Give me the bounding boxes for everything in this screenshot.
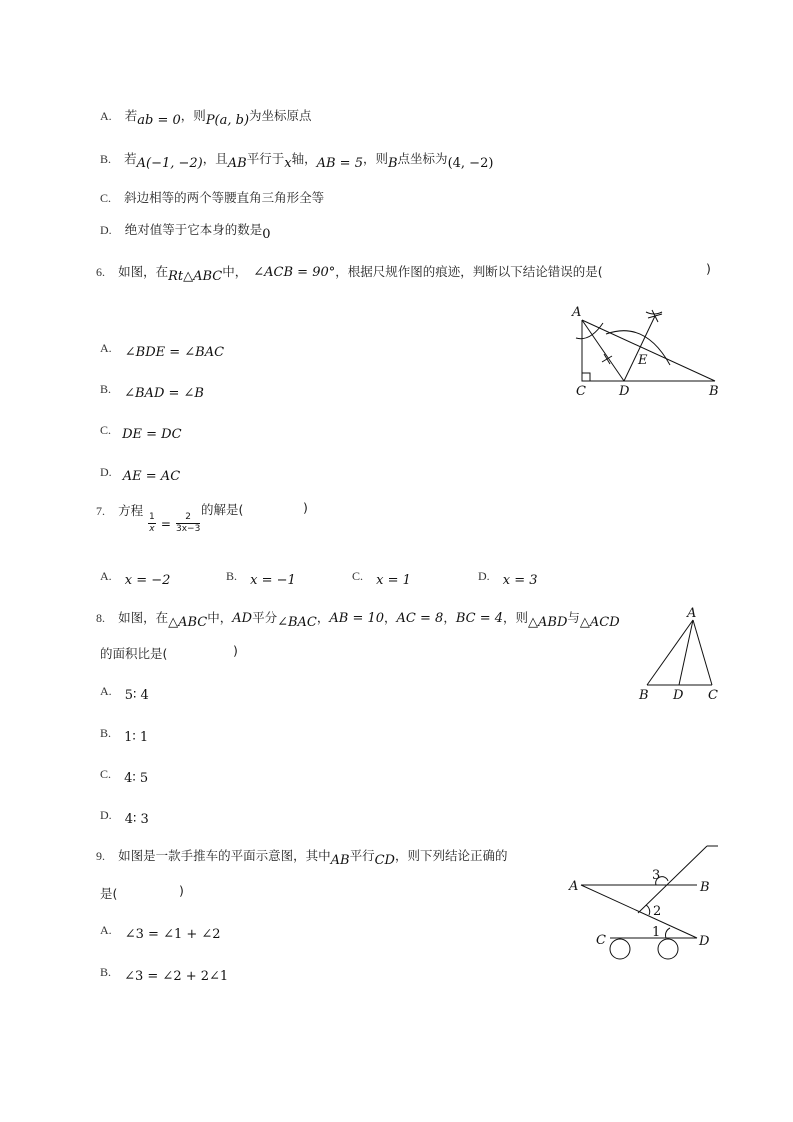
q5-option-a: A. 若$_{ab = 0}$，则$_{P(a, b)}$为坐标原点 (100, 108, 312, 128)
vertex-c-label: C (576, 384, 586, 399)
q6-option-d: D. $_{AE = AC}$ (100, 465, 181, 484)
angle-3-label: 3 (652, 868, 661, 883)
angle-2-label: 2 (653, 904, 662, 919)
q9-stem: 9. 如图是一款手推车的平面示意图，其中$_{AB}$平行$_{CD}$，则下列结论正确的 (96, 848, 508, 868)
q6-stem: 6. 如图，在$_{Rt\triangle ABC}$中， ∠ACB = 90°，根据尺规作图的痕迹，判断以下结论错误的是( ) (96, 261, 711, 284)
q6-figure-right-triangle (560, 300, 730, 405)
q9-option-b: B. $_{\angle 3 = \angle 2 + 2\angle 1}$ (100, 965, 229, 984)
q6-option-a: A. $_{\angle BDE = \angle BAC}$ (100, 341, 225, 360)
point-c-label: C (596, 933, 606, 948)
q8-option-b: B. $_{1∶ 1}$ (100, 726, 149, 745)
point-e-label: E (638, 353, 648, 368)
vertex-a-label: A (572, 305, 582, 320)
answer-bracket-close: ) (706, 261, 711, 276)
q9-figure-stroller (560, 835, 730, 965)
option-label: B. (100, 152, 112, 166)
question-number: 8. (96, 611, 105, 625)
q8-option-c: C. $_{4∶ 5}$ (100, 767, 149, 786)
equation: $\frac{1}{x}$ = $\frac{2}{3x-3}$ (149, 512, 201, 534)
answer-bracket-close: ) (233, 643, 238, 658)
question-number: 7. (96, 504, 105, 518)
point-d-label: D (699, 934, 710, 949)
q5-option-d: D. 绝对值等于它本身的数是$_0$ (100, 222, 271, 242)
point-a-label: A (569, 879, 579, 894)
q9-stem-line2: 是( ) (100, 883, 184, 901)
q8-option-d: D. $_{4∶ 3}$ (100, 808, 149, 827)
q9-option-a: A. $_{\angle 3 = \angle 1 + \angle 2}$ (100, 923, 221, 942)
q7-option-d: D. $_{x = 3}$ (478, 569, 538, 588)
vertex-d-label: D (619, 384, 630, 399)
q7-option-a: A. $_{x = -2}$ (100, 569, 171, 588)
option-label: C. (100, 191, 112, 205)
q8-option-a: A. $_{5∶ 4}$ (100, 684, 149, 703)
question-number: 6. (96, 265, 105, 279)
q7-stem: 7. 方程 $\frac{1}{x}$ = $\frac{2}{3x-3}$ 的解是( ) (96, 500, 308, 534)
q5-option-b: B. 若$_{A(-1, -2)}$，且$_{AB}$平行于$_x$轴，$_{AB = 5}$，则$_B$点坐标为$_{(4, -2)}$ (100, 151, 494, 171)
q6-option-c: C. $_{DE = DC}$ (100, 423, 182, 442)
vertex-b-label: B (639, 688, 649, 703)
q6-option-b: B. $_{\angle BAD = \angle B}$ (100, 382, 204, 401)
option-label: D. (100, 223, 112, 237)
angle-1-label: 1 (652, 925, 661, 940)
q8-figure-triangle (625, 600, 735, 710)
point-b-label: B (700, 880, 710, 895)
q8-stem-line2: 的面积比是( ) (100, 643, 238, 661)
question-number: 9. (96, 849, 105, 863)
option-label: A. (100, 109, 112, 123)
q7-option-b: B. $_{x = -1}$ (226, 569, 296, 588)
answer-bracket-close: ) (179, 883, 184, 898)
vertex-a-label: A (687, 606, 697, 621)
fraction-right: $\frac{2}{3x-3}$ (175, 512, 201, 534)
q8-stem: 8. 如图，在$_{\triangle ABC}$中，AD平分$_{\angle BAC}$，AB = 10，AC = 8，BC = 4，则$_{\triangle ABD}$与$_{\triangle ACD}$ (96, 610, 620, 630)
point-d-label: D (673, 688, 684, 703)
q5-option-c: C. 斜边相等的两个等腰直角三角形全等 (100, 190, 325, 205)
vertex-b-label: B (709, 384, 719, 399)
answer-bracket-close: ) (303, 500, 308, 515)
vertex-c-label: C (708, 688, 718, 703)
q7-option-c: C. $_{x = 1}$ (352, 569, 411, 588)
fraction-left: $\frac{1}{x}$ (149, 512, 155, 534)
